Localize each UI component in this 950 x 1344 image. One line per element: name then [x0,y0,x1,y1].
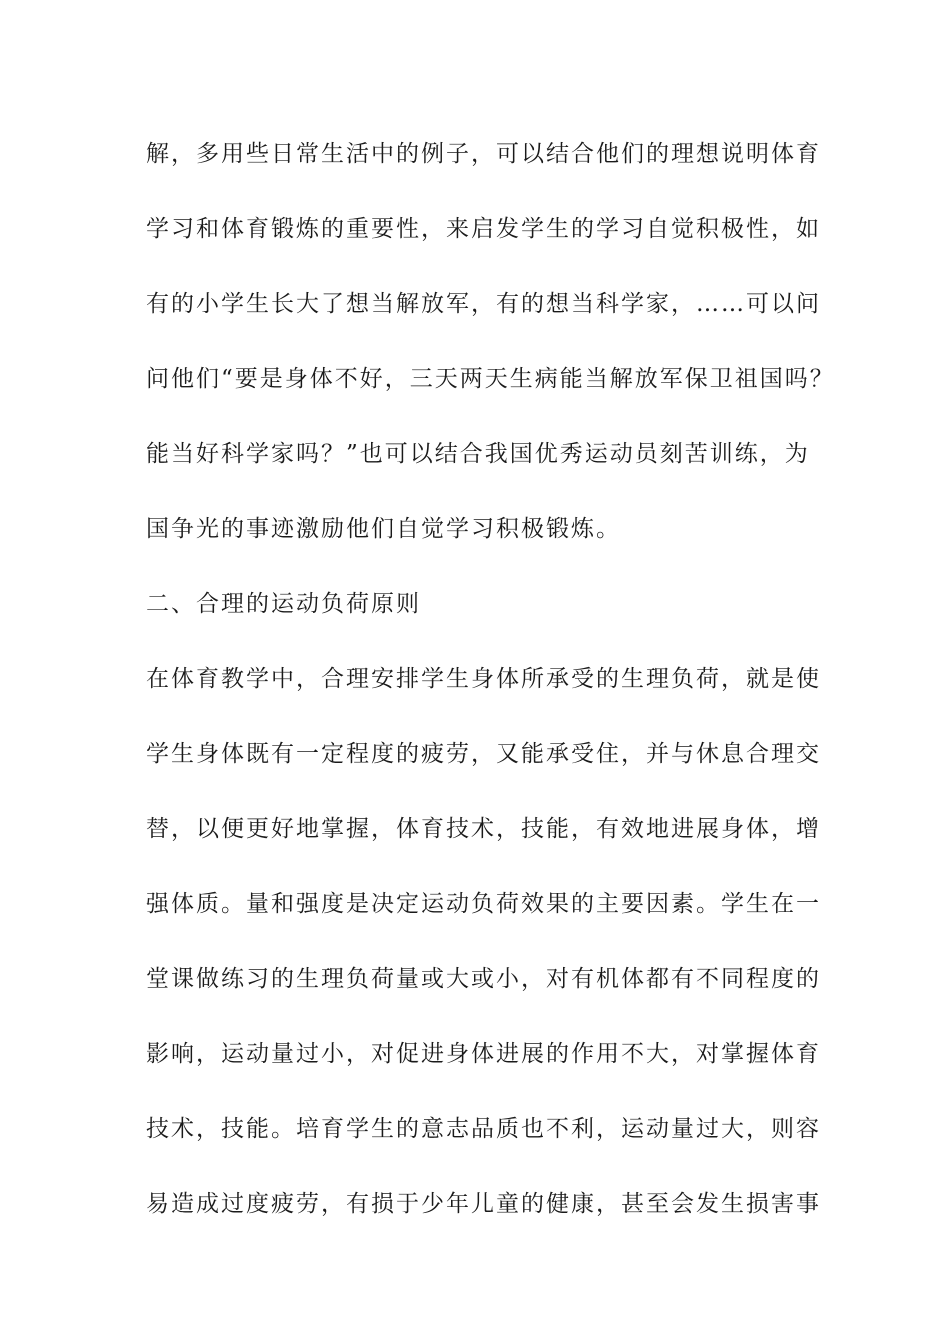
text-line: 问他们“要是身体不好，三天两天生病能当解放军保卫祖国吗？ [146,366,835,392]
text-line: 堂课做练习的生理负荷量或大或小，对有机体都有不同程度的 [146,966,821,992]
section-heading: 二、合理的运动负荷原则 [146,591,421,617]
body-text [146,130,835,1255]
text-line: 有的小学生长大了想当解放军，有的想当科学家，……可以问 [146,291,821,317]
text-line: 影响，运动量过小，对促进身体进展的作用不大，对掌握体育 [146,1041,821,1067]
text-line: 学习和体育锻炼的重要性，来启发学生的学习自觉积极性，如 [146,216,821,242]
text-line: 替，以便更好地掌握，体育技术，技能，有效地进展身体，增 [146,816,821,842]
text-line: 能当好科学家吗？”也可以结合我国优秀运动员刻苦训练，为 [146,441,810,467]
text-line: 解，多用些日常生活中的例子，可以结合他们的理想说明体育 [146,141,821,167]
text-line: 强体质。量和强度是决定运动负荷效果的主要因素。学生在一 [146,891,821,917]
text-line: 技术，技能。培育学生的意志品质也不利，运动量过大，则容 [146,1116,821,1142]
text-line: 在体育教学中，合理安排学生身体所承受的生理负荷，就是使 [146,666,821,692]
text-line: 学生身体既有一定程度的疲劳，又能承受住，并与休息合理交 [146,741,821,767]
text-line: 国争光的事迹激励他们自觉学习积极锻炼。 [146,516,621,542]
text-line: 易造成过度疲劳，有损于少年儿童的健康，甚至会发生损害事 [146,1191,821,1217]
